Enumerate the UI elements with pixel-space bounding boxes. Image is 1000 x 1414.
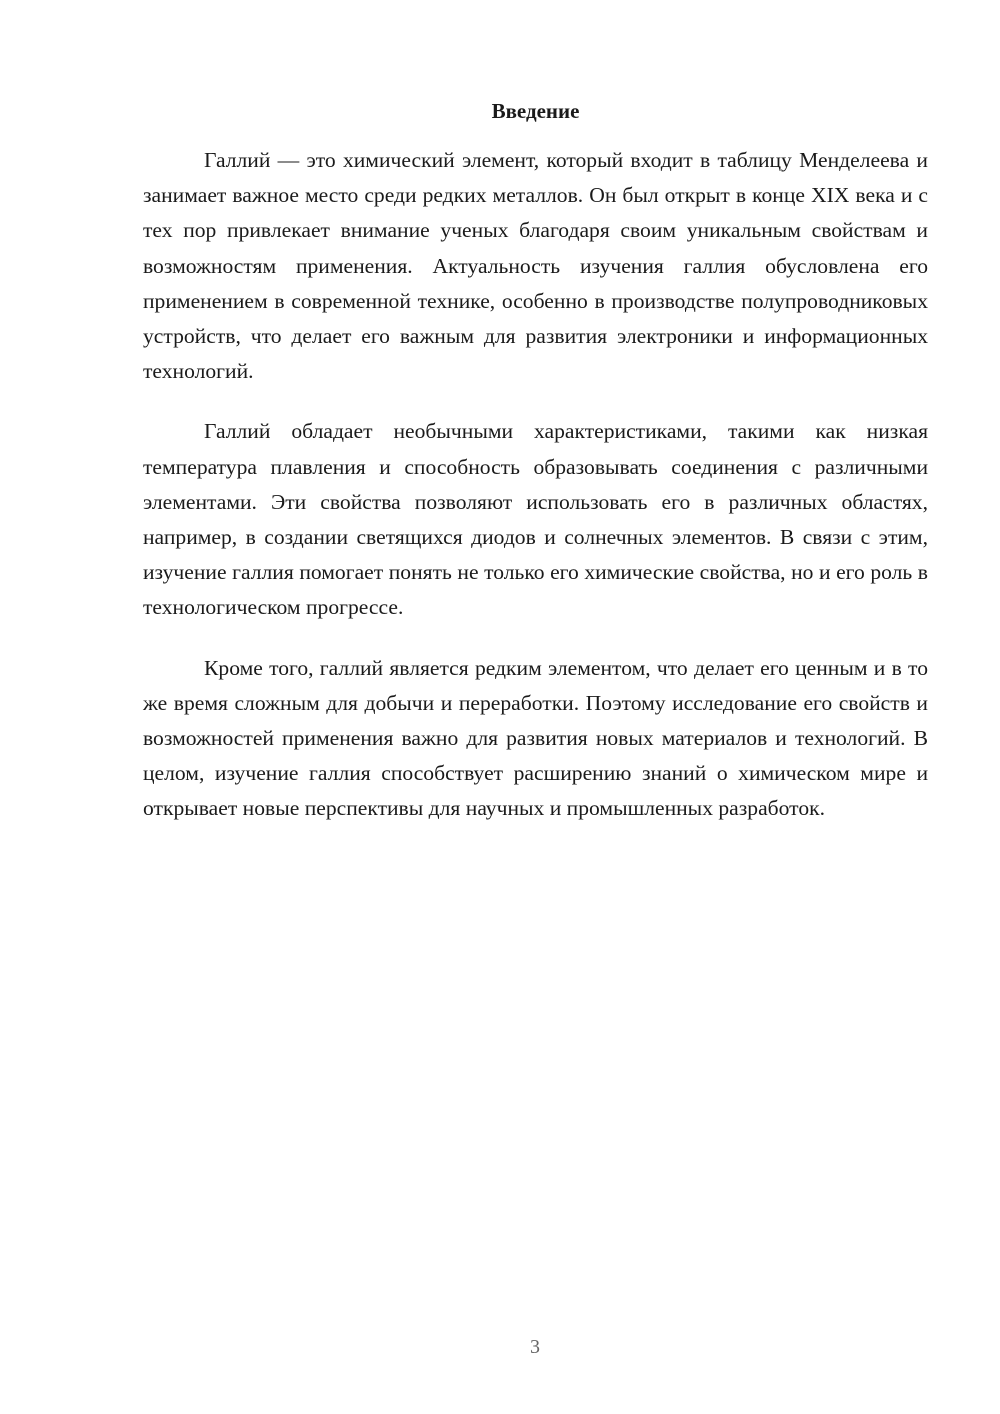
page-content bbox=[143, 96, 928, 827]
page-number: 3 bbox=[530, 1336, 540, 1358]
section-title: Введение bbox=[491, 99, 580, 123]
paragraph-1: Галлий — это химический элемент, который входит в таблицу Менделеева и занимает важное место среди редких металлов. Он был открыт в конце XIX века и с тех пор привлекает внимание ученых благодаря своим уникальным свойствам и возможностям применения. Актуальность изучения галлия обусловлена его применением в современной технике, особенно в производстве полупроводниковых устройств, что делает его важным для развития электроники и информационных технологий. bbox=[143, 148, 928, 384]
paragraph-3: Кроме того, галлий является редким элементом, что делает его ценным и в то же время сложным для добычи и переработки. Поэтому исследование его свойств и возможностей применения важно для развития новых материалов и технологий. В целом, изучение галлия способствует расширению знаний о химическом мире и открывает новые перспективы для научных и промышленных разработок. bbox=[143, 655, 928, 821]
paragraph-2: Галлий обладает необычными характеристиками, такими как низкая температура плавления и способность образовывать соединения с различными элементами. Эти свойства позволяют использовать его в различных областях, например, в создании светящихся диодов и солнечных элементов. В связи с этим, изучение галлия помогает понять не только его химические свойства, но и его роль в технологическом прогрессе. bbox=[143, 419, 928, 620]
